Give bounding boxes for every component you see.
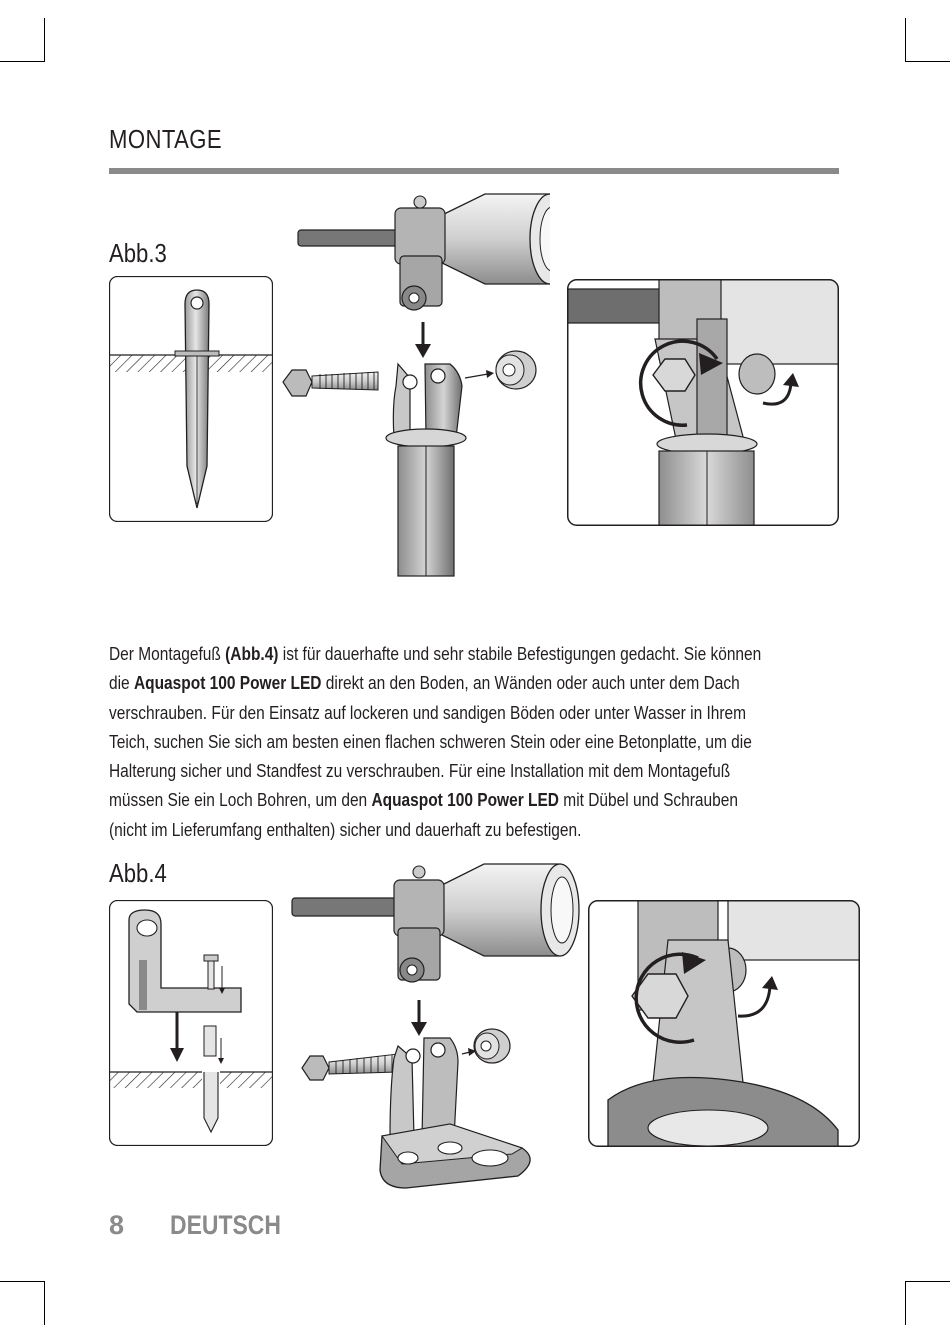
ground-spike-illustration — [109, 276, 273, 522]
lamp-foot-assembly-illustration — [290, 858, 582, 1198]
tighten-screw-detail-illustration — [567, 279, 839, 526]
crop-mark — [44, 1281, 45, 1325]
crop-mark — [0, 1281, 45, 1282]
product-name: Aquaspot 100 Power LED — [371, 790, 559, 811]
product-name: Aquaspot 100 Power LED — [133, 673, 322, 694]
crop-mark — [44, 18, 45, 62]
lamp-mount-assembly-illustration — [280, 186, 550, 578]
body-text-segment: Der Montagefuß — [109, 644, 226, 664]
body-text-segment: ist für dauerhafte und sehr stabile Befestigungen gedacht. Sie können die — [109, 644, 762, 694]
body-text-segment: mit Dübel und Schrauben (nicht im Lieferumfang enthalten) sicher und dauerhaft zu befestigen. — [109, 790, 738, 840]
figure-reference: (Abb.4) — [225, 644, 279, 664]
crop-mark — [905, 61, 950, 62]
crop-mark — [905, 18, 906, 62]
figure-label-abb3: Abb.3 — [109, 238, 167, 268]
language-label: DEUTSCH — [170, 1210, 281, 1240]
body-paragraph — [109, 640, 763, 845]
figure-label-abb4: Abb.4 — [109, 858, 167, 888]
tighten-foot-screw-detail-illustration — [588, 900, 860, 1147]
mounting-foot-dowel-illustration — [109, 900, 273, 1146]
crop-mark — [0, 61, 45, 62]
page-number: 8 — [109, 1210, 125, 1240]
page-title: MONTAGE — [109, 124, 223, 154]
title-rule — [109, 168, 839, 174]
crop-mark — [905, 1281, 950, 1282]
body-text-segment: direkt an den Boden, an Wänden oder auch unter dem Dach verschrauben. Für den Einsatz auf lockeren und sandigen Böden oder unter Wasser in Ihrem Teich, suchen Sie sich am besten einen flachen schweren Stein oder eine Betonplatte, um die Halterung sicher und Standfest zu verschrauben. Für eine Installation mit dem Montagefuß müssen Sie ein Loch Bohren, um den — [109, 673, 752, 811]
crop-mark — [905, 1281, 906, 1325]
